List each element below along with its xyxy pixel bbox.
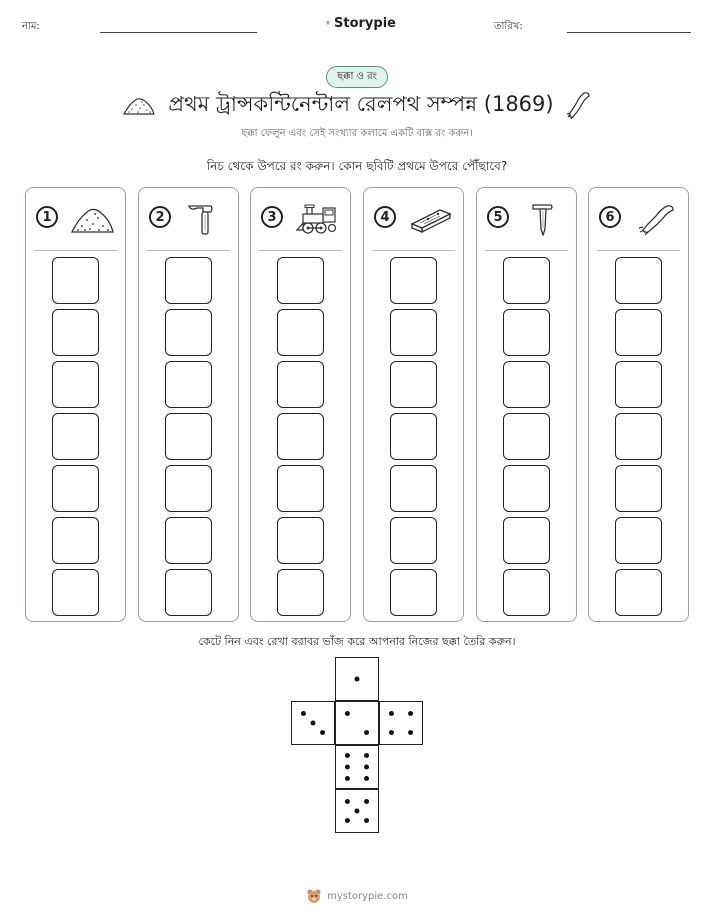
color-box[interactable]	[503, 569, 550, 616]
color-box[interactable]	[165, 309, 212, 356]
color-box[interactable]	[165, 517, 212, 564]
sand-pile-icon	[122, 93, 156, 117]
column-divider	[259, 250, 342, 251]
color-box[interactable]	[390, 517, 437, 564]
locomotive-icon	[293, 202, 341, 236]
color-box[interactable]	[165, 413, 212, 460]
column-number: 3	[261, 206, 283, 228]
railroad-tie-icon	[406, 202, 454, 236]
column-2	[138, 187, 239, 622]
glove-icon	[566, 90, 592, 120]
column-number: 1	[36, 206, 58, 228]
dice-face-1	[335, 657, 379, 701]
color-box[interactable]	[52, 465, 99, 512]
color-box[interactable]	[277, 569, 324, 616]
color-box[interactable]	[165, 465, 212, 512]
color-box[interactable]	[503, 361, 550, 408]
color-box[interactable]	[277, 309, 324, 356]
dice-face-5	[335, 789, 379, 833]
title-row	[100, 86, 614, 124]
color-box[interactable]	[52, 361, 99, 408]
page-title: প্রথম ট্রান্সকন্টিনেন্টাল রেলপথ সম্পন্ন (1869)	[168, 91, 554, 116]
column-header	[364, 198, 463, 242]
hammer-icon	[181, 202, 229, 236]
color-box[interactable]	[615, 413, 662, 460]
column-divider	[485, 250, 568, 251]
column-divider	[372, 250, 455, 251]
name-line[interactable]	[100, 32, 257, 33]
color-box[interactable]	[277, 465, 324, 512]
name-label: নাম:	[22, 21, 40, 32]
column-divider	[34, 250, 117, 251]
color-box[interactable]	[503, 517, 550, 564]
footer-url[interactable]: mystorypie.com	[327, 890, 408, 902]
color-box[interactable]	[503, 257, 550, 304]
column-4	[363, 187, 464, 622]
column-divider	[147, 250, 230, 251]
column-header	[26, 198, 125, 242]
color-box[interactable]	[615, 569, 662, 616]
column-5	[476, 187, 577, 622]
subtitle: ছক্কা ফেলুন এবং সেই সংখ্যার কলামে একটি বাক্স রং করুন।	[241, 128, 473, 139]
railroad-spike-icon	[519, 202, 567, 236]
color-box[interactable]	[503, 309, 550, 356]
color-box[interactable]	[615, 465, 662, 512]
color-box[interactable]	[165, 361, 212, 408]
column-6	[588, 187, 689, 622]
color-box[interactable]	[277, 517, 324, 564]
column-header	[139, 198, 238, 242]
column-number: 5	[487, 206, 509, 228]
column-number: 6	[599, 206, 621, 228]
brand-name: Storypie	[334, 15, 396, 31]
color-box[interactable]	[52, 413, 99, 460]
column-header	[477, 198, 576, 242]
column-header	[589, 198, 688, 242]
color-box[interactable]	[277, 361, 324, 408]
color-box[interactable]	[277, 257, 324, 304]
column-number: 4	[374, 206, 396, 228]
cut-instruction: কেটে নিন এবং রেখা বরাবর ভাঁজ করে আপনার নিজের ছক্কা তৈরি করুন।	[198, 635, 516, 648]
color-box[interactable]	[390, 465, 437, 512]
dice-face-2	[335, 701, 379, 745]
column-number: 2	[149, 206, 171, 228]
column-divider	[597, 250, 680, 251]
bear-mascot-icon	[306, 888, 322, 904]
color-box[interactable]	[52, 257, 99, 304]
brand-logo	[326, 12, 396, 34]
color-box[interactable]	[52, 517, 99, 564]
color-box[interactable]	[503, 413, 550, 460]
bear-mascot-icon	[326, 15, 330, 31]
sand-pile-icon	[68, 202, 116, 236]
color-box[interactable]	[52, 309, 99, 356]
color-box[interactable]	[277, 413, 324, 460]
footer	[300, 886, 414, 906]
color-box[interactable]	[615, 309, 662, 356]
color-box[interactable]	[390, 413, 437, 460]
instruction: নিচ থেকে উপরে রং করুন। কোন ছবিটি প্রথমে উপরে পৌঁছাবে?	[206, 159, 508, 173]
color-box[interactable]	[615, 257, 662, 304]
dice-face-6	[335, 745, 379, 789]
column-1	[25, 187, 126, 622]
glove-icon	[631, 202, 679, 236]
color-box[interactable]	[503, 465, 550, 512]
color-box[interactable]	[390, 569, 437, 616]
color-box[interactable]	[52, 569, 99, 616]
color-box[interactable]	[390, 361, 437, 408]
color-box[interactable]	[165, 257, 212, 304]
dice-face-3	[291, 701, 335, 745]
date-label: তারিখ:	[494, 21, 523, 32]
column-3	[250, 187, 351, 622]
category-badge: ছক্কা ও রং	[326, 66, 388, 88]
dice-face-4	[379, 701, 423, 745]
color-box[interactable]	[615, 517, 662, 564]
color-box[interactable]	[390, 257, 437, 304]
column-header	[251, 198, 350, 242]
date-line[interactable]	[567, 32, 691, 33]
color-box[interactable]	[165, 569, 212, 616]
color-box[interactable]	[615, 361, 662, 408]
color-box[interactable]	[390, 309, 437, 356]
